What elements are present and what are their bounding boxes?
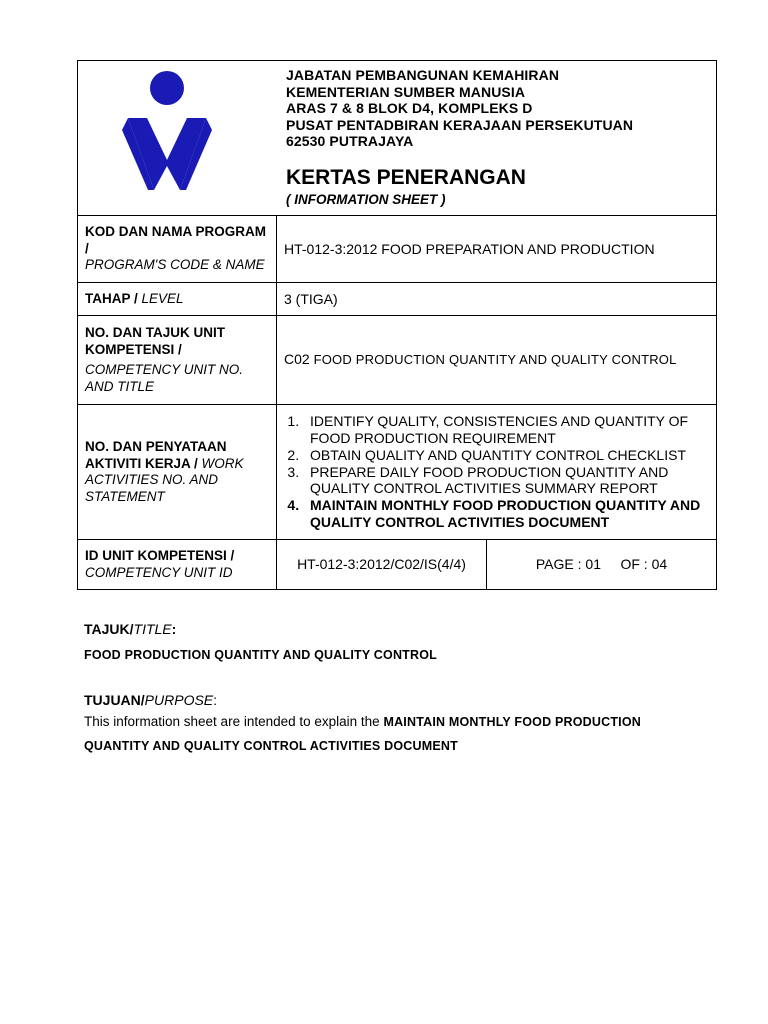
unit-label-bold: NO. DAN TAJUK UNIT KOMPETENSI / <box>85 325 225 357</box>
title-heading <box>84 621 724 637</box>
level-value: 3 (TIGA) <box>277 283 717 316</box>
header-banner <box>78 61 717 216</box>
unit-id-label <box>78 540 277 590</box>
purpose-bold-text: MAINTAIN MONTHLY FOOD PRODUCTION QUANTITY AND QUALITY CONTROL ACTIVITIES DOCUMENT <box>84 715 642 753</box>
level-label <box>78 283 277 316</box>
unit-value <box>277 316 717 405</box>
title-label-bold: TAJUK/ <box>84 621 134 637</box>
org-line: JABATAN PEMBANGUNAN KEMAHIRAN <box>286 67 560 83</box>
purpose-text: This information sheet are intended to explain the <box>84 714 380 729</box>
of-label: OF : <box>620 556 648 573</box>
page-info <box>487 540 717 590</box>
unit-id-label-bold: ID UNIT KOMPETENSI / <box>85 548 235 563</box>
activities-list <box>281 413 708 531</box>
org-line: KEMENTERIAN SUMBER MANUSIA <box>286 83 526 100</box>
title-colon: : <box>171 621 177 637</box>
row-competency-unit <box>78 316 717 405</box>
unit-code: C02 <box>284 351 310 368</box>
title-value: FOOD PRODUCTION QUANTITY AND QUALITY CONTROL <box>84 648 438 662</box>
purpose-heading <box>84 692 724 708</box>
org-line: PUSAT PENTADBIRAN KERAJAAN PERSEKUTUAN <box>286 116 634 133</box>
unit-id-label-italic: COMPETENCY UNIT ID <box>85 564 233 580</box>
purpose-section <box>84 692 724 758</box>
header-table <box>77 60 717 590</box>
row-unit-id <box>78 540 717 590</box>
purpose-colon: : <box>213 692 218 708</box>
activities-label-italic: WORK ACTIVITIES NO. AND STATEMENT <box>85 455 244 504</box>
row-level <box>78 283 717 316</box>
program-label-italic: PROGRAM'S CODE & NAME <box>85 257 265 273</box>
organization-address <box>286 67 633 150</box>
activities-label-bold: NO. DAN PENYATAAN AKTIVITI KERJA / <box>85 439 227 471</box>
activity-item-current: 4. MAINTAIN MONTHLY FOOD PRODUCTION QUANTITY AND QUALITY CONTROL ACTIVITIES DOCUMENT <box>303 497 708 531</box>
purpose-paragraph <box>84 710 644 758</box>
unit-title: FOOD PRODUCTION QUANTITY AND QUALITY CONTROL <box>313 352 677 368</box>
level-label-italic: LEVEL <box>141 290 184 306</box>
document-subtitle: ( INFORMATION SHEET ) <box>286 192 446 207</box>
unit-label-italic: COMPETENCY UNIT NO. AND TITLE <box>85 362 244 394</box>
row-work-activities <box>78 405 717 540</box>
org-line: 62530 PUTRAJAYA <box>286 133 414 149</box>
purpose-label-italic: PURPOSE <box>144 692 214 708</box>
document-title: KERTAS PENERANGAN <box>286 166 526 189</box>
page-total: 04 <box>651 556 668 573</box>
information-sheet-header <box>77 60 715 590</box>
org-line: ARAS 7 & 8 BLOK D4, KOMPLEKS D <box>286 100 533 116</box>
unit-label <box>78 316 277 405</box>
program-label <box>78 216 277 283</box>
program-label-bold: KOD DAN NAMA PROGRAM / <box>85 224 266 256</box>
title-label-italic: TITLE <box>133 621 172 637</box>
activity-item: 2. OBTAIN QUALITY AND QUANTITY CONTROL CHECKLIST <box>303 447 708 464</box>
activities-list-cell <box>277 405 717 540</box>
activity-item: 1. IDENTIFY QUALITY, CONSISTENCIES AND QUANTITY OF FOOD PRODUCTION REQUIREMENT <box>303 413 708 447</box>
level-label-bold: TAHAP / <box>85 290 138 306</box>
unit-id-value: HT-012-3:2012/C02/IS(4/4) <box>277 540 487 590</box>
activities-label <box>78 405 277 540</box>
purpose-label-bold: TUJUAN/ <box>84 692 145 708</box>
title-section <box>84 621 724 662</box>
page-number: 01 <box>585 556 601 573</box>
jpk-logo <box>122 68 212 190</box>
program-value: HT-012-3:2012 FOOD PREPARATION AND PRODUCTION <box>277 216 717 283</box>
activity-item: 3. PREPARE DAILY FOOD PRODUCTION QUANTITY AND QUALITY CONTROL ACTIVITIES SUMMARY REPORT <box>303 464 708 498</box>
row-program <box>78 216 717 283</box>
page-label: PAGE : <box>535 556 582 573</box>
